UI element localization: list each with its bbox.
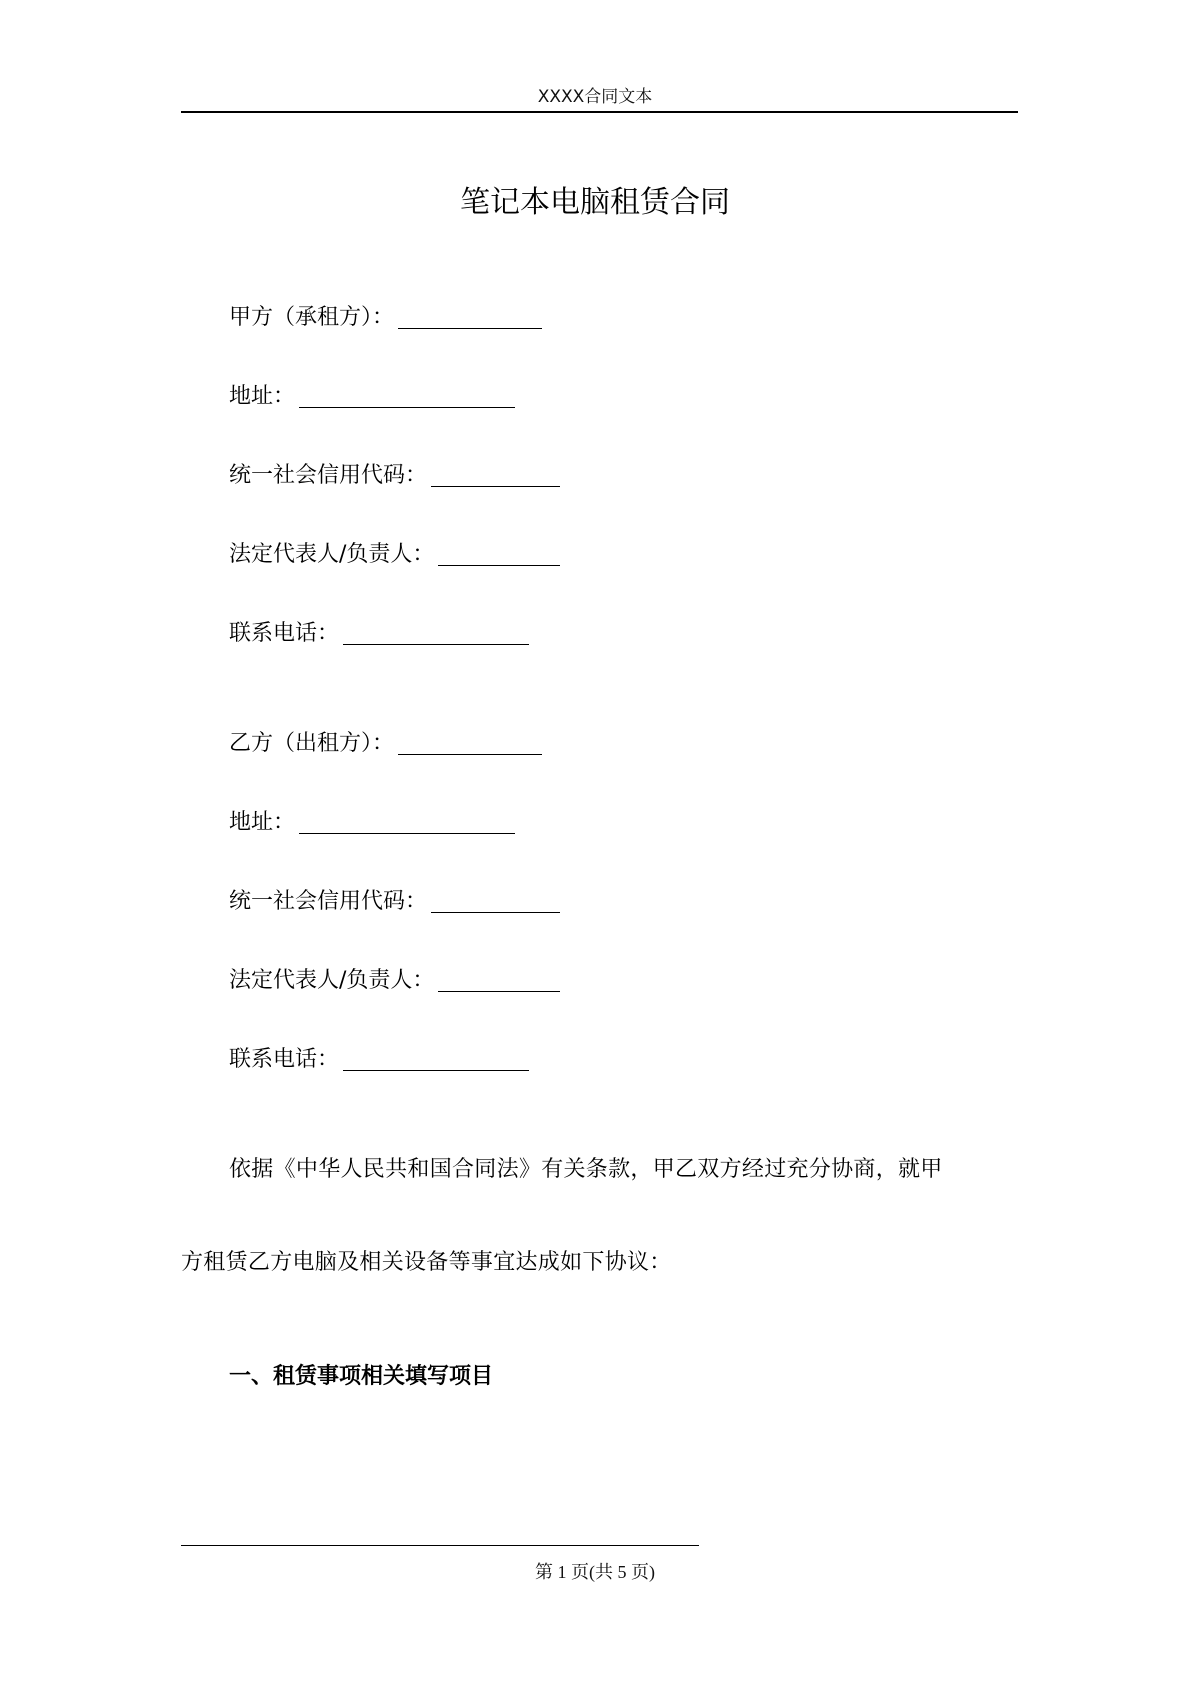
field-label: 地址： — [229, 810, 296, 835]
footer-divider — [181, 1545, 699, 1546]
party-a-phone-field — [229, 619, 529, 649]
party-b-address-field — [229, 808, 515, 838]
party-a-address-field — [229, 382, 515, 412]
field-label: 地址： — [229, 384, 296, 409]
party-b-name-field — [229, 729, 542, 759]
field-label: 甲方（承租方）： — [229, 305, 395, 330]
party-b-phone-field — [229, 1045, 529, 1075]
party-a-address-blank[interactable] — [299, 385, 515, 408]
field-label: 乙方（出租方）： — [229, 731, 395, 756]
party-b-credit-code-field — [229, 887, 560, 917]
field-label: 联系电话： — [229, 621, 340, 646]
party-b-credit-code-blank[interactable] — [431, 890, 560, 913]
field-label: 联系电话： — [229, 1047, 340, 1072]
field-label: 法定代表人/负责人： — [229, 542, 435, 567]
section-heading-1: 一、租赁事项相关填写项目 — [229, 1364, 494, 1389]
party-b-address-blank[interactable] — [299, 811, 515, 834]
preamble-line-1: 依据《中华人民共和国合同法》有关条款，甲乙双方经过充分协商，就甲 — [229, 1157, 943, 1182]
header-divider — [181, 111, 1018, 113]
party-b-phone-blank[interactable] — [343, 1048, 529, 1071]
party-b-representative-blank[interactable] — [438, 969, 560, 992]
field-label: 统一社会信用代码： — [229, 889, 428, 914]
preamble-line-2: 方租赁乙方电脑及相关设备等事宜达成如下协议： — [181, 1250, 672, 1275]
party-a-name-field — [229, 303, 542, 333]
party-b-representative-field — [229, 966, 560, 996]
party-a-representative-blank[interactable] — [438, 543, 560, 566]
party-a-name-blank[interactable] — [398, 306, 542, 329]
field-label: 法定代表人/负责人： — [229, 968, 435, 993]
party-a-representative-field — [229, 540, 560, 570]
page-number: 第 1 页(共 5 页) — [535, 1562, 655, 1582]
page-header-text: XXXX合同文本 — [537, 87, 653, 107]
party-a-credit-code-field — [229, 461, 560, 491]
party-b-name-blank[interactable] — [398, 732, 542, 755]
party-a-phone-blank[interactable] — [343, 622, 529, 645]
party-a-credit-code-blank[interactable] — [431, 464, 560, 487]
document-title: 笔记本电脑租赁合同 — [460, 185, 730, 220]
field-label: 统一社会信用代码： — [229, 463, 428, 488]
